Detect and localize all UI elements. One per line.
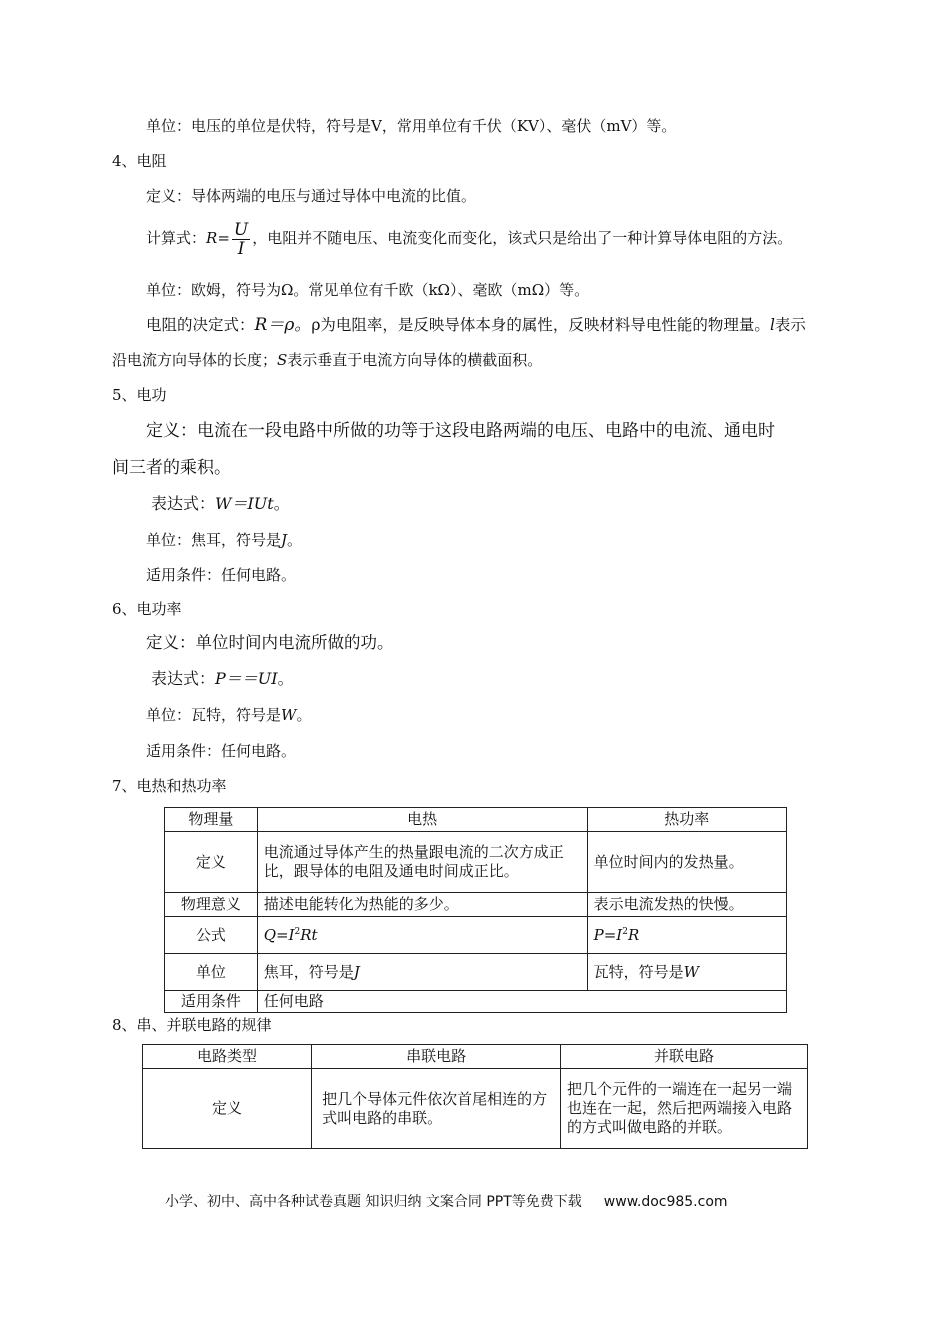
power-unit-W: W [281, 706, 297, 724]
heat-formula-sup: 2 [294, 926, 301, 937]
work-expr-end: 。 [273, 494, 290, 513]
row-label: 物理意义 [165, 893, 258, 917]
table-header-cell: 并联电路 [561, 1045, 808, 1069]
voltage-unit-text: 单位：电压的单位是伏特，符号是V，常用单位有千伏（KV）、毫伏（mV）等。 [146, 117, 677, 135]
section-4-heading: 4、电阻 [112, 152, 167, 170]
heat-formula-I: =I [276, 925, 295, 944]
parallel-definition-text: 把几个元件的一端连在一起另一端也连在一起，然后把两端接入电路的方式叫做电路的并联。 [567, 1080, 793, 1136]
decisive-line2-a: 沿电流方向导体的长度； [112, 351, 278, 369]
work-expr: W＝IUt [215, 494, 274, 513]
resistance-decisive-line2 [112, 350, 542, 370]
section-6-heading: 6、电功率 [112, 600, 182, 618]
resistance-decisive-line1 [146, 315, 806, 335]
table-cell [257, 832, 587, 893]
work-expr-label: 表达式： [151, 494, 216, 513]
table-row [165, 917, 787, 954]
power-expr-end: 。 [277, 669, 294, 688]
formula-R: R [206, 229, 218, 247]
power-formula-P: P [593, 925, 604, 944]
page-footer [165, 1191, 728, 1211]
work-unit-a: 单位：焦耳，符号是 [146, 531, 282, 549]
heat-power-table [164, 807, 787, 1013]
power-unit-text: 瓦特，符号是 [593, 962, 684, 981]
section-8-heading: 8、串、并联电路的规律 [112, 1016, 272, 1034]
table-header-row [165, 808, 787, 832]
power-unit-a: 单位：瓦特，符号是 [146, 706, 282, 724]
table-cell: 单位时间内的发热量。 [587, 832, 786, 893]
table-header-cell: 电热 [257, 808, 587, 832]
table-cell [587, 917, 786, 954]
row-label: 单位 [165, 954, 258, 991]
footer-url[interactable]: www.doc985.com [603, 1194, 728, 1210]
table-cell [587, 954, 786, 991]
table-cell: 表示电流发热的快慢。 [587, 893, 786, 917]
decisive-explain: ρ为电阻率，是反映导体本身的属性，反映材料导电性能的物理量。 [311, 316, 770, 334]
heat-formula-Q: Q [263, 925, 276, 944]
resistance-definition: 定义：导体两端的电压与通过导体中电流的比值。 [146, 187, 477, 205]
table-cell [561, 1069, 808, 1149]
table-row [165, 954, 787, 991]
power-definition: 定义：单位时间内电流所做的功。 [146, 633, 394, 652]
decisive-line2-b: 表示垂直于电流方向导体的横截面积。 [287, 351, 543, 369]
resistance-fraction [232, 221, 250, 258]
heat-definition-text: 电流通过导体产生的热量跟电流的二次方成正比，跟导体的电阻及通电时间成正比。 [263, 843, 564, 880]
work-unit-J: J [281, 531, 288, 549]
work-unit [146, 530, 302, 550]
power-formula-R: R [627, 925, 640, 944]
table-row [165, 832, 787, 893]
footer-text: 小学、初中、高中各种试卷真题 知识归纳 文案合同 PPT等免费下载 [165, 1194, 582, 1210]
work-definition-line1: 定义：电流在一段电路中所做的功等于这段电路两端的电压、电路中的电流、通电时 [146, 421, 775, 441]
power-formula-sup: 2 [622, 926, 628, 937]
decisive-l: l [769, 316, 775, 334]
decisive-biaoshi: 表示 [774, 316, 806, 334]
heat-formula-Rt: Rt [300, 925, 318, 944]
row-label: 定义 [165, 832, 258, 893]
work-expression [151, 494, 290, 514]
fraction-numerator: U [233, 219, 249, 240]
power-conditions: 适用条件：任何电路。 [146, 742, 297, 760]
section-5-heading: 5、电功 [112, 386, 167, 404]
series-definition-text: 把几个导体元件依次首尾相连的方式叫电路的串联。 [322, 1089, 548, 1127]
table-header-cell: 串联电路 [312, 1045, 561, 1069]
table-row [165, 893, 787, 917]
resistance-formula-line [146, 218, 792, 258]
power-formula-I: =I [603, 925, 623, 944]
table-cell [257, 917, 587, 954]
power-unit [146, 705, 311, 725]
power-unit-end: 。 [296, 706, 312, 724]
decisive-label: 电阻的决定式： [146, 316, 255, 334]
row-label: 定义 [143, 1069, 312, 1149]
row-label: 适用条件 [165, 991, 258, 1013]
power-unit-W: W [683, 962, 700, 981]
power-expr: P＝＝UI [215, 669, 278, 688]
formula-eq: = [217, 229, 230, 247]
decisive-formula: R＝ρ。 [254, 315, 312, 335]
work-unit-end: 。 [287, 531, 303, 549]
table-cell: 任何电路 [257, 991, 786, 1013]
table-header-cell: 物理量 [165, 808, 258, 832]
power-expr-label: 表达式： [151, 669, 216, 688]
power-expression [151, 669, 294, 689]
table-header-row [143, 1045, 808, 1069]
section-7-heading: 7、电热和热功率 [112, 777, 227, 795]
row-label: 公式 [165, 917, 258, 954]
heat-unit-text: 焦耳，符号是 [263, 962, 354, 981]
table-cell [257, 954, 587, 991]
work-conditions: 适用条件：任何电路。 [146, 566, 297, 584]
table-row [143, 1069, 808, 1149]
table-row [165, 991, 787, 1013]
decisive-S: S [277, 351, 288, 369]
table-cell [312, 1069, 561, 1149]
formula-suffix: ，电阻并不随电压、电流变化而变化，该式只是给出了一种计算导体电阻的方法。 [252, 229, 793, 247]
table-cell: 描述电能转化为热能的多少。 [257, 893, 587, 917]
table-header-cell: 电路类型 [143, 1045, 312, 1069]
resistance-unit: 单位：欧姆，符号为Ω。常见单位有千欧（kΩ）、毫欧（mΩ）等。 [146, 281, 590, 299]
table-header-cell: 热功率 [587, 808, 786, 832]
fraction-denominator: I [237, 238, 245, 259]
formula-prefix: 计算式： [146, 229, 207, 247]
heat-unit-J: J [353, 962, 360, 981]
circuit-table [142, 1044, 808, 1149]
work-definition-line2: 间三者的乘积。 [112, 458, 231, 478]
